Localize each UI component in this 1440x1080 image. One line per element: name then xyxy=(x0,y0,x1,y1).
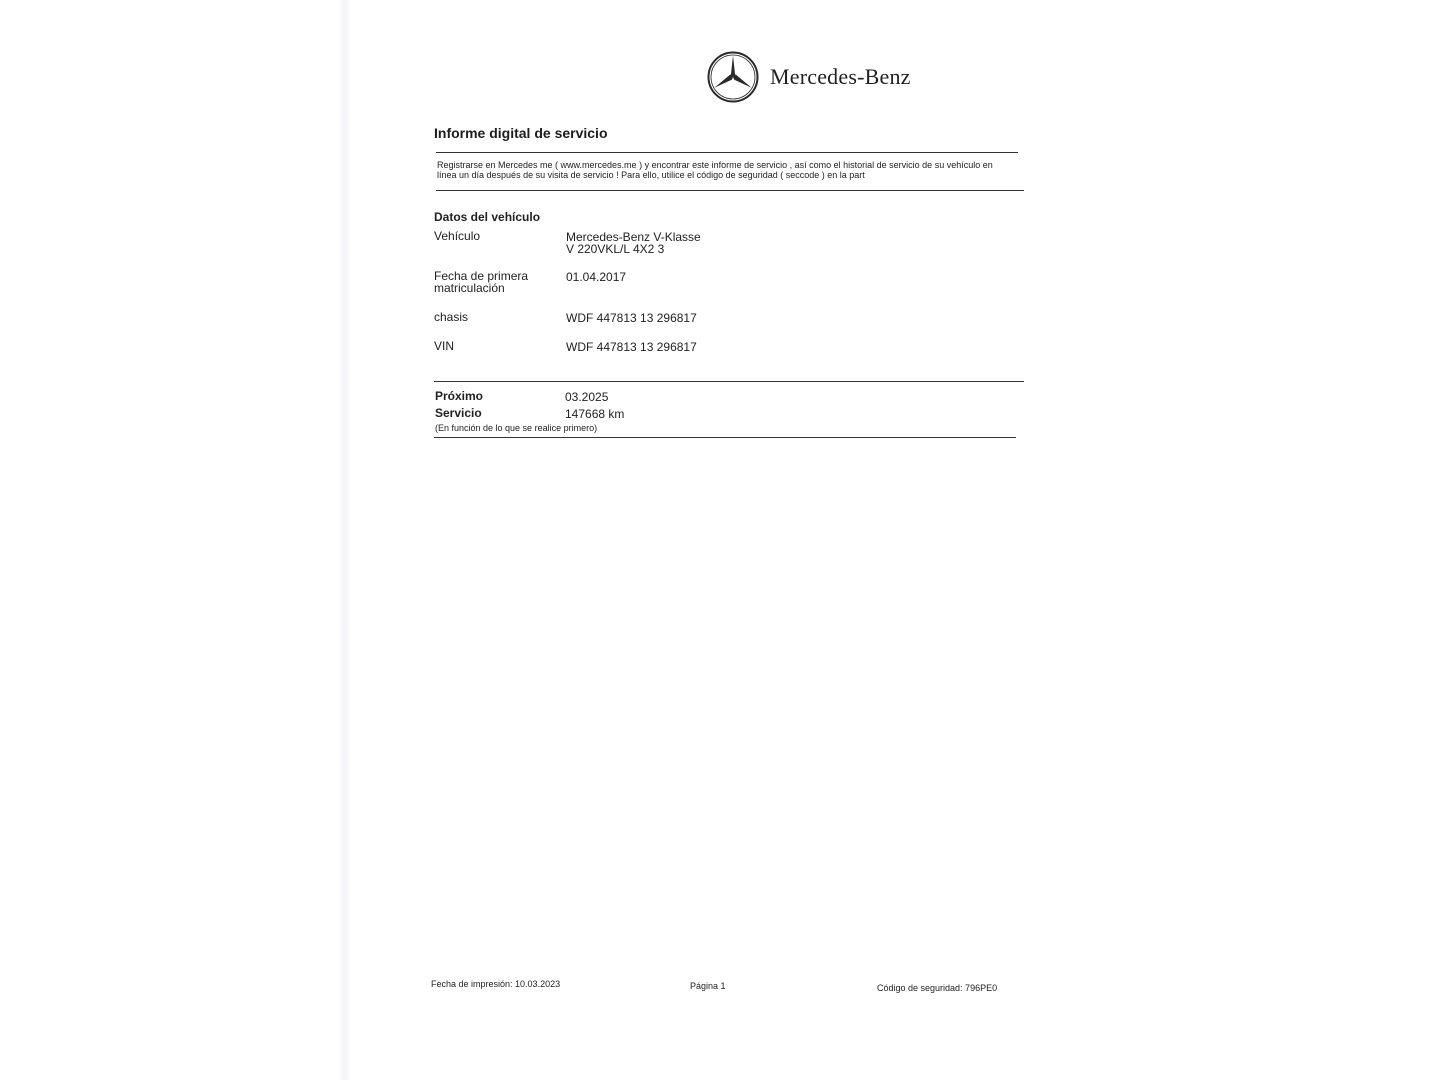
service-top-divider xyxy=(434,381,1024,382)
next-service-label-1: Próximo xyxy=(435,389,484,403)
intro-text: Registrarse en Mercedes me ( www.mercedes.me ) y encontrar este informe de servicio , así como el historial de servicio de su vehículo en línea un día después de su visita de servicio ! Para ello, utilice el código de seguridad ( seccode ) en la part xyxy=(437,160,993,180)
next-service-label-2: Servicio xyxy=(435,406,482,420)
page-title: Informe digital de servicio xyxy=(434,125,608,141)
page-number: Página 1 xyxy=(690,981,726,991)
vehicle-label: Vehículo xyxy=(434,229,481,243)
print-date: Fecha de impresión: 10.03.2023 xyxy=(431,979,561,989)
chassis-label: chasis xyxy=(434,310,469,324)
vehicle-data-heading: Datos del vehículo xyxy=(434,210,541,224)
first-registration-label: Fecha de primera matriculación xyxy=(434,269,529,295)
scan-shadow xyxy=(338,0,352,1080)
vin-value: WDF 447813 13 296817 xyxy=(566,340,697,354)
three-pointed-star-icon xyxy=(706,50,760,104)
brand-logo xyxy=(706,50,911,104)
chassis-value: WDF 447813 13 296817 xyxy=(566,311,697,325)
vehicle-value: Mercedes-Benz V-Klasse V 220VKL/L 4X2 3 xyxy=(566,230,701,256)
title-divider xyxy=(436,152,1018,153)
brand-name: Mercedes-Benz xyxy=(770,64,911,89)
security-code: Código de seguridad: 796PE0 xyxy=(877,983,998,993)
next-service-date: 03.2025 xyxy=(565,390,609,404)
vin-label: VIN xyxy=(434,339,455,353)
service-bottom-divider xyxy=(434,437,1016,438)
first-registration-value: 01.04.2017 xyxy=(566,270,627,284)
intro-divider xyxy=(436,190,1024,191)
next-service-mileage: 147668 km xyxy=(565,407,625,421)
next-service-note: (En función de lo que se realice primero) xyxy=(435,423,598,433)
